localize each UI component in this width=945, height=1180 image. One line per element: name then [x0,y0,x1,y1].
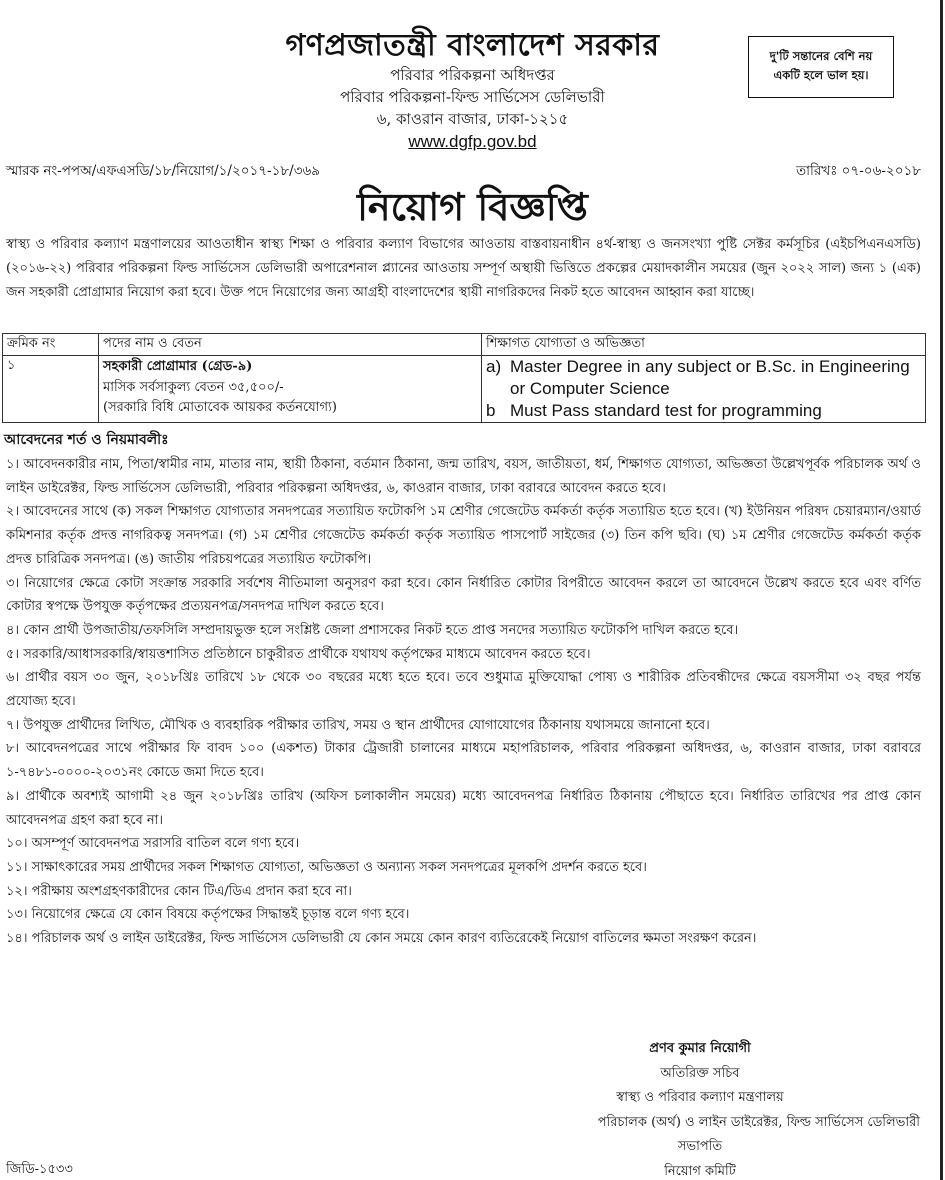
col-header-qualification: শিক্ষাগত যোগ্যতা ও অভিজ্ঞতা [482,334,926,356]
tax-note: (সরকারি বিধি মোতাবেক আয়কর কর্তনযোগ্য) [103,400,337,415]
memo-date: তারিখঃ ০৭-০৬-২০১৮ [796,163,921,179]
serial-cell [3,356,99,423]
condition-item: ৮। আবেদনপত্রের সাথে পরীক্ষার ফি বাবদ ১০০ (একশত) টাকার ট্রেজারী চালানের মাধ্যমে মহাপরিচালক, পরিবার পরিকল্পনা অধিদপ্তর, ৬, কাওরান বাজার, ঢাকা বরাবরে ১-৭৪৮১-০০০০-২০৩১নং কোডে জমা দিতে হবে। [6,741,921,781]
condition-item: ৯। প্রার্থীকে অবশ্যই আগামী ২৪ জুন ২০১৮খ্রিঃ তারিখ (অফিস চলাকালীন সময়ের) মধ্যে আবেদনপত্র নির্ধারিত ঠিকানায় পৌছাতে হবে। নির্ধারিত তারিখের পর প্রাপ্ত কোন আবেদনপত্র গ্রহণ করা হবে না। [6,788,921,828]
conditions-heading: আবেদনের শর্ত ও নিয়মাবলীঃ [4,432,169,448]
qualification-text: Master Degree in any subject or B.Sc. in Engineering or Computer Science [510,357,910,398]
qualification-item [486,356,921,400]
col-header-post: পদের নাম ও বেতন [99,334,482,356]
serial-number: ১ [7,358,16,373]
signatory-chair: সভাপতি [677,1139,723,1154]
page-edge-border [940,0,943,1180]
department-name: পরিবার পরিকল্পনা অধিদপ্তর [390,66,555,84]
salary: মাসিক সর্বসাকুল্য বেতন ৩৫,৫০০/- [103,380,284,395]
vacancy-table [2,333,926,423]
condition-item: ১২। পরীক্ষায় অংশগ্রহণকারীদের কোন টিএ/ডিএ প্রদান করা হবে না। [6,883,352,899]
condition-item: ২। আবেদনের সাথে (ক) সকল শিক্ষাগত যোগ্যতার সনদপত্রের সত্যায়িত ফটোকপি ১ম শ্রেণীর গেজেটেড কর্মকর্তা কর্তৃক সত্যায়িত হতে হবে। (খ) ইউনিয়ন পরিষদ চেয়ারম্যান/ওয়ার্ড কমিশনার কর্তৃক প্রদত্ত নাগরিকত্ব সনদপত্র। (গ) ১ম শ্রেণীর গেজেটেড কর্মকর্তা কর্তৃক সত্যায়িত পাসপোর্ট সাইজের (৩) তিন কপি ছবি। (ঘ) ১ম শ্রেণীর গেজেটেড কর্মকর্তা কর্তৃক প্রদত্ত চারিত্রিক সনদপত্র। (ঙ) জাতীয় পরিচয়পত্রের সত্যায়িত ফটোকপি। [6,504,921,567]
qualification-item [486,400,921,422]
government-title: গণপ্রজাতন্ত্রী বাংলাদেশ সরকার [285,28,660,63]
post-cell [99,356,482,423]
slogan-line-2: একটি হলে ভাল হয়। [773,68,869,82]
website-link[interactable]: www.dgfp.gov.bd [408,132,537,151]
condition-item: ১। আবেদনকারীর নাম, পিতা/স্বামীর নাম, মাতার নাম, স্থায়ী ঠিকানা, বর্তমান ঠিকানা, জন্ম তারিখ, বয়স, জাতীয়তা, ধর্ম, শিক্ষাগত যোগ্যতা, অভিজ্ঞতা উল্লেখপূর্বক পরিচালক অর্থ ও লাইন ডাইরেক্টর, ফিল্ড সার্ভিসেস ডেলিভারী, পরিবার পরিকল্পনা অধিদপ্তর, ৬, কাওরান বাজার, ঢাকা বরাবরে আবেদন করতে হবে। [6,457,921,496]
qualification-marker: b [486,401,496,420]
signature-block [480,1037,920,1180]
table-header-row [3,334,926,356]
qualification-text: Must Pass standard test for programming [510,401,822,420]
signatory-role: পরিচালক (অর্থ) ও লাইন ডাইরেক্টর, ফিল্ড সার্ভিসেস ডেলিভারী [597,1114,920,1130]
notice-title: নিয়োগ বিজ্ঞপ্তি [357,185,588,229]
unit-name: পরিবার পরিকল্পনা-ফিল্ড সার্ভিসেস ডেলিভারী [340,88,605,106]
signatory-name: প্রণব কুমার নিয়োগী [649,1041,751,1056]
condition-item: ১১। সাক্ষাৎকারের সময় প্রার্থীদের সকল শিক্ষাগত যোগ্যতা, অভিজ্ঞতা ও অন্যান্য সকল সনদপত্রের মূলকপি প্রদর্শন করতে হবে। [6,859,647,875]
signatory-committee: নিয়োগ কমিটি [664,1163,736,1179]
condition-item: ৪। কোন প্রার্থী উপজাতীয়/তফসিলি সম্প্রদায়ভুক্ত হলে সংশ্লিষ্ট জেলা প্রশাসকের নিকট হতে প্রাপ্ত সনদের সত্যায়িত ফটোকপি দাখিল করতে হবে। [6,622,739,638]
col-header-serial: ক্রমিক নং [3,334,99,356]
condition-item: ৫। সরকারি/আধাসরকারি/স্বায়ত্তশাসিত প্রতিষ্ঠানে চাকুরীরত প্রার্থীকে যথাযথ কর্তৃপক্ষের মাধ্যমে আবেদন করতে হবে। [6,646,591,662]
intro-paragraph: স্বাস্থ্য ও পরিবার কল্যাণ মন্ত্রণালয়ের আওতাধীন স্বাস্থ্য শিক্ষা ও পরিবার কল্যাণ বিভাগের আওতায় বাস্তবায়নাধীন ৪র্থ-স্বাস্থ্য ও জনসংখ্যা পুষ্টি সেক্টর কর্মসূচির (এইচপিএনএসডি) (২০১৬-২২) পরিবার পরিকল্পনা ফিল্ড সার্ভিসেস ডেলিভারী অপারেশনাল প্ল্যানের আওতায় সম্পূর্ণ অস্থায়ী ভিত্তিতে প্রকল্পের মেয়াদকালীন সময়ের (জুন ২০২২ সাল) জন্য ১ (এক) জন সহকারী প্রোগ্রামার নিয়োগ করা হবে। উক্ত পদে নিয়োগের জন্য আগ্রহী বাংলাদেশের স্থায়ী নাগরিকদের নিকট হতে আবেদন আহ্বান করা যাচ্ছে। [6,237,921,300]
gd-number: জিডি-১৫৩৩ [6,1162,73,1177]
condition-item: ৭। উপযুক্ত প্রার্থীদের লিখিত, মৌখিক ও ব্যবহারিক পরীক্ষার তারিখ, সময় ও স্থান প্রার্থীদের যোগাযোগের ঠিকানায় যথাসময়ে জানানো হবে। [6,717,710,733]
signatory-ministry: স্বাস্থ্য ও পরিবার কল্যাণ মন্ত্রণালয় [616,1090,784,1105]
condition-item: ১০। অসম্পূর্ণ আবেদনপত্র সরাসরি বাতিল বলে গণ্য হবে। [6,836,300,852]
post-name: সহকারী প্রোগ্রামার (গ্রেড-৯) [103,359,253,374]
condition-item: ১৩। নিয়োগের ক্ষেত্রে যে কোন বিষয়ে কর্তৃপক্ষের সিদ্ধান্তই চূড়ান্ত বলে গণ্য হবে। [6,907,410,923]
qualification-marker: a) [486,357,502,376]
address: ৬, কাওরান বাজার, ঢাকা-১২১৫ [376,110,569,128]
memo-reference: স্মারক নং-পপঅ/এফএসডি/১৮/নিয়োগ/১/২০১৭-১৮/৩৬৯ [6,163,321,179]
slogan-line-1: দু'টি সন্তানের বেশি নয় [769,49,873,63]
table-row [3,356,926,423]
condition-item: ৬। প্রার্থীর বয়স ৩০ জুন, ২০১৮খ্রিঃ তারিখে ১৮ থেকে ৩০ বছরের মধ্যে হতে হবে। তবে শুধুমাত্র মুক্তিযোদ্ধা পোষ্য ও শারীরিক প্রতিবন্ধীদের ক্ষেত্রে বয়সসীমা ৩২ বছর পর্যন্ত প্রযোজ্য হবে। [6,670,921,710]
qualification-cell [482,356,926,423]
condition-item: ১৪। পরিচালক অর্থ ও লাইন ডাইরেক্টর, ফিল্ড সার্ভিসেস ডেলিভারী যে কোন সময়ে কোন কারণ ব্যতিরেকেই নিয়োগ বাতিলের ক্ষমতা সংরক্ষণ করেন। [6,931,757,947]
signatory-designation: অতিরিক্ত সচিব [660,1065,740,1081]
family-planning-slogan-box [748,36,894,98]
conditions-list [6,453,921,951]
condition-item: ৩। নিয়োগের ক্ষেত্রে কোটা সংক্রান্ত সরকারি সর্বশেষ নীতিমালা অনুসরণ করা হবে। কোন নির্ধারিত কোটার বিপরীতে আবেদন করলে তা আবেদনে উল্লেখ করতে হবে এবং বর্ণিত কোটার স্বপক্ষে উপযুক্ত কর্তৃপক্ষের প্রত্যয়নপত্র/সনদপত্র দাখিল করতে হবে। [6,575,921,615]
